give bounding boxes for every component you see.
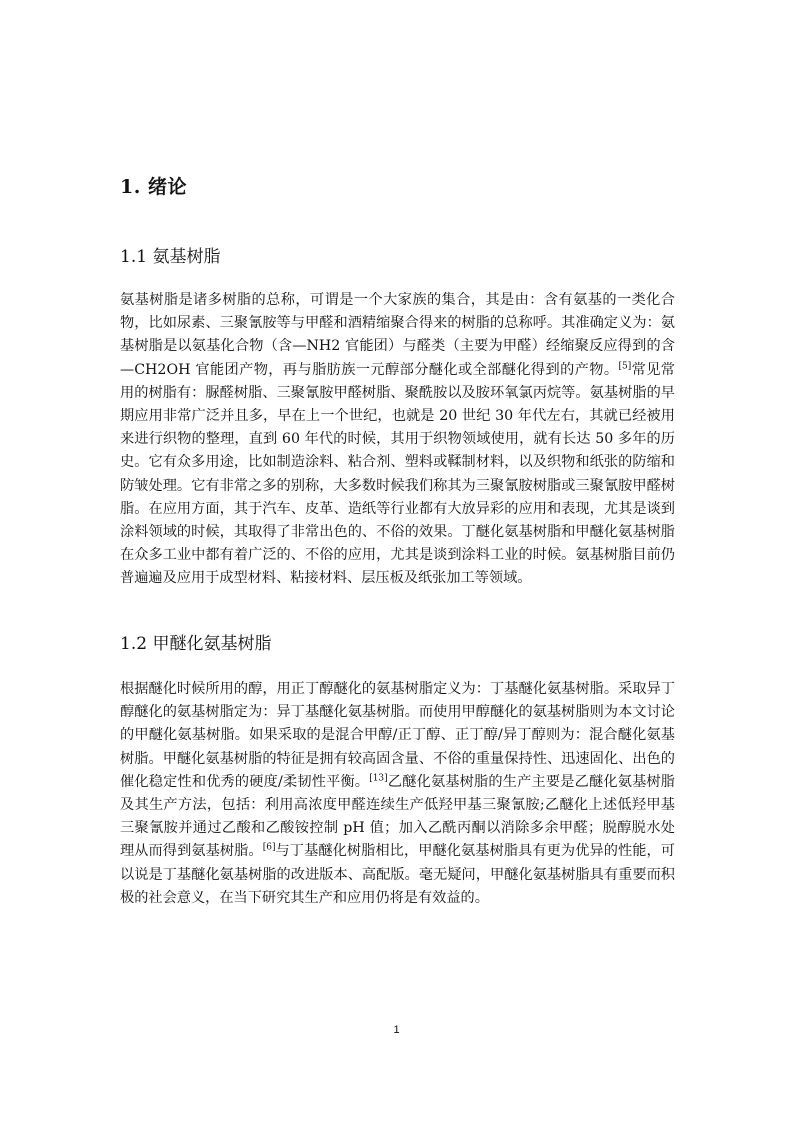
body-text: 乙醚化氨基树脂的生产主要是乙醚化氨基树脂及其生产方法，包括：利用高浓度甲醛连续生产低羟甲基三聚氰胺;乙醚化上述低羟甲基三聚氰胺并通过乙酸和乙酸铵控制 pH 值；加入乙酰丙酮以消除多余甲醛；脱醇脱水处理从而得到氨基树脂。 (120, 773, 675, 860)
section-body-amino-resin (120, 289, 675, 591)
section-title-methylated-amino-resin: 1.2 甲醚化氨基树脂 (120, 634, 272, 654)
page-number: 1 (393, 1024, 400, 1036)
citation-ref: [13] (369, 773, 388, 784)
body-text: 根据醚化时候所用的醇，用正丁醇醚化的氨基树脂定义为：丁基醚化氨基树脂。采取异丁醇醚化的氨基树脂定为：异丁基醚化氨基树脂。而使用甲醇醚化的氨基树脂则为本文讨论的甲醚化氨基树脂。如果采取的是混合甲醇/正丁醇、正丁醇/异丁醇则为：混合醚化氨基树脂。甲醚化氨基树脂的特征是拥有较高固含量、不俗的重量保持性、迅速固化、出色的催化稳定性和优秀的硬度/柔韧性平衡。 (120, 681, 675, 790)
citation-ref: [5] (618, 360, 632, 371)
section-body-methylated-amino-resin (120, 678, 675, 910)
body-text: 氨基树脂是诸多树脂的总称，可谓是一个大家族的集合，其是由：含有氨基的一类化合物，比如尿素、三聚氰胺等与甲醛和酒精缩聚合得来的树脂的总称呼。其准确定义为：氨基树脂是以氨基化合物（含—NH2 官能团）与醛类（主要为甲醛）经缩聚反应得到的含—CH2OH 官能团产物，再与脂肪族一元醇部分醚化或全部醚化得到的产物。 (120, 292, 675, 378)
section-title-amino-resin: 1.1 氨基树脂 (120, 247, 221, 267)
chapter-title: 1. 绪论 (120, 176, 187, 198)
body-text: 与丁基醚化树脂相比，甲醚化氨基树脂具有更为优异的性能，可以说是丁基醚化氨基树脂的改进版本、高配版。毫无疑问，甲醚化氨基树脂具有重要而积极的社会意义，在当下研究其生产和应用仍将是有效益的。 (120, 843, 675, 906)
citation-ref: [6] (262, 842, 276, 853)
body-text: 常见常用的树脂有：脲醛树脂、三聚氰胺甲醛树脂、聚酰胺以及胺环氧氯丙烷等。氨基树脂的早期应用非常广泛并且多，早在上一个世纪，也就是 20 世纪 30 年代左右，其就已经被用来进行织物的整理，直到 60 年代的时候，其用于织物领域使用，就有长达 50 多年的历史。它有众多用途，比如制造涂料、粘合剂、塑料或鞣制材料，以及织物和纸张的防缩和防皱处理。它有非常之多的别称，大多数时候我们称其为三聚氰胺树脂或三聚氰胺甲醛树脂。在应用方面，其于汽车、皮革、造纸等行业都有大放异彩的应用和表现，尤其是谈到涂料领域的时候，其取得了非常出色的、不俗的效果。丁醚化氨基树脂和甲醚化氨基树脂在众多工业中都有着广泛的、不俗的应用，尤其是谈到涂料工业的时候。氨基树脂目前仍普遍遍及应用于成型材料、粘接材料、层压板及纸张加工等领域。 (120, 361, 675, 587)
